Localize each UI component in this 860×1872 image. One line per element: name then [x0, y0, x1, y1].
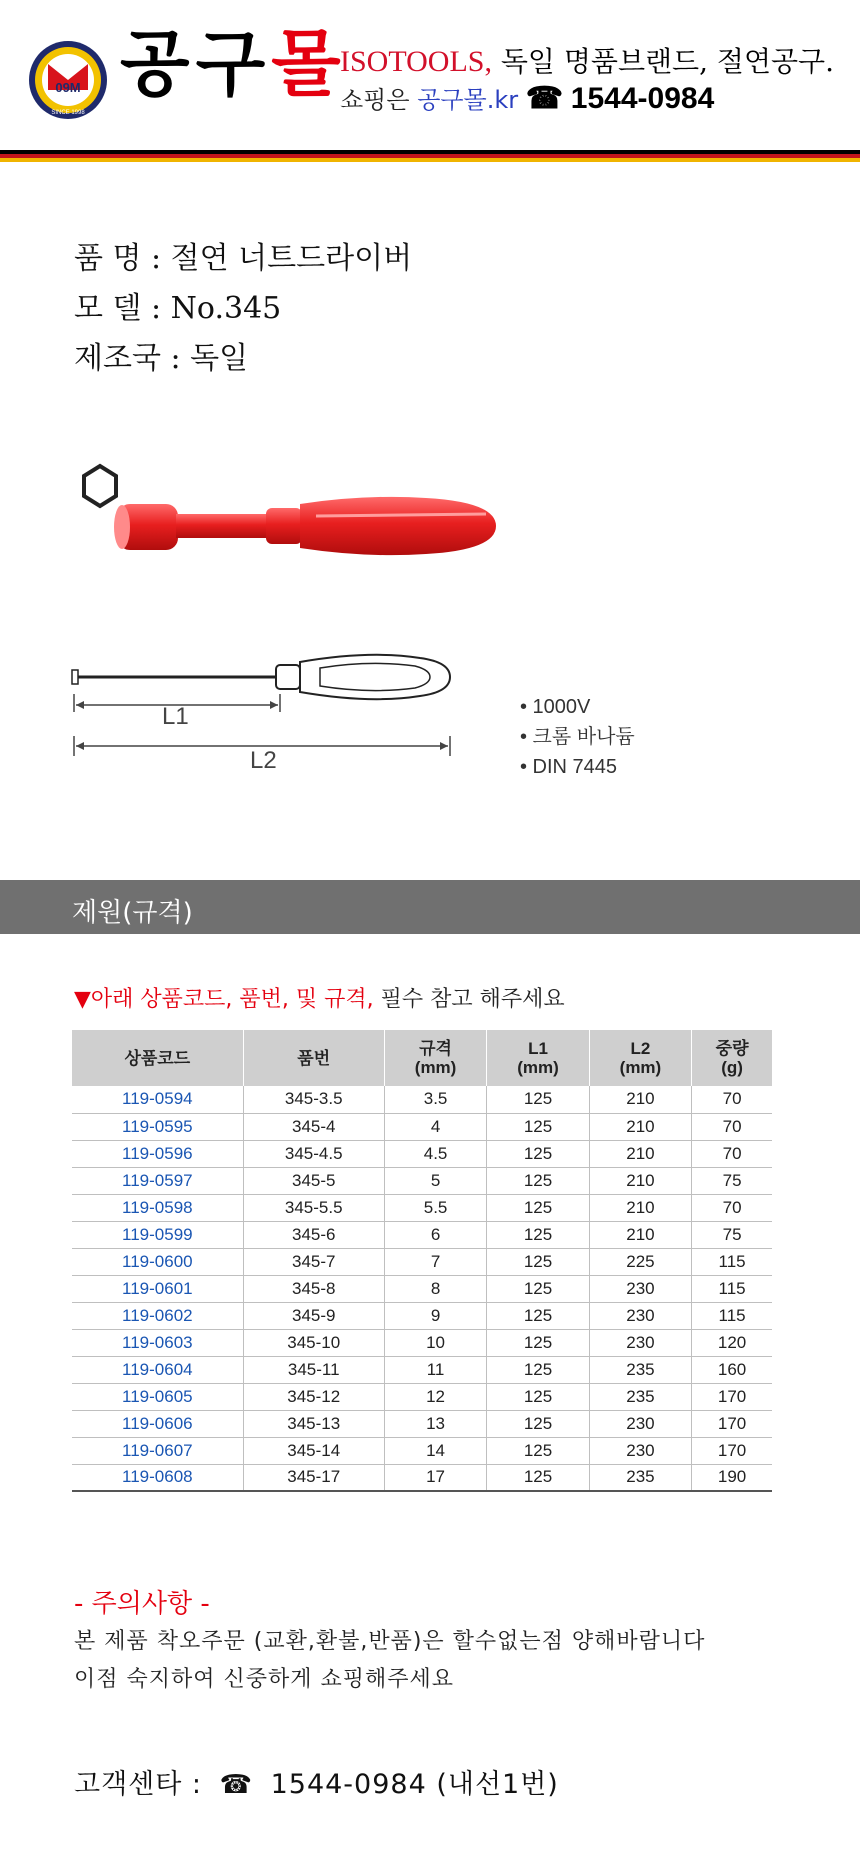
table-cell: 9 [384, 1302, 486, 1329]
table-header-cell: 규격 (mm) [384, 1030, 486, 1086]
table-cell: 210 [589, 1086, 691, 1113]
product-code-cell[interactable]: 119-0604 [72, 1356, 243, 1383]
product-code-cell[interactable]: 119-0603 [72, 1329, 243, 1356]
table-cell: 230 [589, 1437, 691, 1464]
table-cell: 75 [692, 1221, 772, 1248]
table-cell: 4 [384, 1113, 486, 1140]
table-cell: 345-11 [243, 1356, 384, 1383]
shop-line [340, 80, 714, 116]
customer-center [74, 1762, 559, 1801]
table-cell: 125 [487, 1113, 589, 1140]
dimension-diagram [70, 650, 470, 790]
table-row [72, 1167, 772, 1194]
table-cell: 125 [487, 1302, 589, 1329]
table-cell: 170 [692, 1437, 772, 1464]
table-row [72, 1113, 772, 1140]
phone-icon: ☎ [219, 1770, 253, 1800]
feature-item: • DIN 7445 [520, 756, 618, 778]
table-cell: 160 [692, 1356, 772, 1383]
product-code-cell[interactable]: 119-0597 [72, 1167, 243, 1194]
spec-table [72, 1030, 772, 1492]
table-cell: 235 [589, 1356, 691, 1383]
product-model: 모 델 : No.345 [74, 291, 282, 326]
table-cell: 7 [384, 1248, 486, 1275]
product-code-cell[interactable]: 119-0594 [72, 1086, 243, 1113]
feature-list [520, 692, 635, 782]
feature-item: • 1000V [520, 696, 591, 718]
product-code-cell[interactable]: 119-0606 [72, 1410, 243, 1437]
brand-char-2: 구 [195, 22, 272, 106]
table-cell: 12 [384, 1383, 486, 1410]
table-cell: 345-14 [243, 1437, 384, 1464]
table-header-cell: L1 (mm) [487, 1030, 589, 1086]
table-cell: 345-12 [243, 1383, 384, 1410]
table-cell: 210 [589, 1221, 691, 1248]
caution-line-2: 이점 숙지하여 신중하게 쇼핑해주세요 [74, 1667, 455, 1692]
table-cell: 115 [692, 1248, 772, 1275]
table-row [72, 1410, 772, 1437]
table-cell: 125 [487, 1275, 589, 1302]
table-cell: 230 [589, 1329, 691, 1356]
table-row [72, 1356, 772, 1383]
spec-section-header [0, 880, 860, 934]
product-code-cell[interactable]: 119-0601 [72, 1275, 243, 1302]
product-code-cell[interactable]: 119-0602 [72, 1302, 243, 1329]
l2-label: L2 [250, 747, 277, 774]
table-cell: 5 [384, 1167, 486, 1194]
brand-char-1: 공 [120, 22, 196, 106]
table-row [72, 1194, 772, 1221]
hex-socket-icon [84, 466, 116, 506]
table-cell: 345-4 [243, 1113, 384, 1140]
table-row [72, 1464, 772, 1491]
table-cell: 120 [692, 1329, 772, 1356]
table-cell: 4.5 [384, 1140, 486, 1167]
table-cell: 345-7 [243, 1248, 384, 1275]
table-cell: 125 [487, 1167, 589, 1194]
table-cell: 115 [692, 1275, 772, 1302]
shop-site-link[interactable]: 공구몰.kr [417, 86, 519, 114]
table-cell: 125 [487, 1194, 589, 1221]
logo-text: 09M [55, 80, 81, 95]
table-cell: 345-6 [243, 1221, 384, 1248]
l1-label: L1 [162, 703, 189, 730]
table-cell: 125 [487, 1329, 589, 1356]
table-cell: 210 [589, 1113, 691, 1140]
table-header-cell: 품번 [243, 1030, 384, 1086]
header-stripe [0, 150, 860, 162]
product-code-cell[interactable]: 119-0598 [72, 1194, 243, 1221]
header-phone: 1544-0984 [570, 82, 715, 115]
customer-phone[interactable]: 1544-0984 (내선1번) [270, 1769, 559, 1800]
table-cell: 13 [384, 1410, 486, 1437]
table-cell: 190 [692, 1464, 772, 1491]
caution-line-1: 본 제품 착오주문 (교환,환불,반품)은 할수없는점 양해바람니다 [74, 1629, 706, 1654]
table-cell: 10 [384, 1329, 486, 1356]
product-code-cell[interactable]: 119-0595 [72, 1113, 243, 1140]
feature-item: • 크롬 바나듐 [520, 726, 635, 748]
section-title: 제원(규격) [72, 898, 193, 928]
table-cell: 125 [487, 1383, 589, 1410]
table-cell: 170 [692, 1410, 772, 1437]
table-cell: 125 [487, 1356, 589, 1383]
brand-char-3: 몰 [271, 22, 347, 106]
product-code-cell[interactable]: 119-0608 [72, 1464, 243, 1491]
table-cell: 230 [589, 1410, 691, 1437]
notice-highlight: 상품코드, 품번, 및 규격, [140, 987, 374, 1012]
table-header-cell: 상품코드 [72, 1030, 243, 1086]
table-cell: 225 [589, 1248, 691, 1275]
product-code-cell[interactable]: 119-0605 [72, 1383, 243, 1410]
notice-suffix: 필수 참고 해주세요 [373, 987, 565, 1012]
table-cell: 170 [692, 1383, 772, 1410]
table-cell: 75 [692, 1167, 772, 1194]
table-cell: 125 [487, 1248, 589, 1275]
tagline-brand: ISOTOOLS, [340, 45, 492, 78]
table-cell: 5.5 [384, 1194, 486, 1221]
table-row [72, 1383, 772, 1410]
table-row [72, 1221, 772, 1248]
product-image [66, 446, 506, 566]
product-code-cell[interactable]: 119-0607 [72, 1437, 243, 1464]
table-cell: 345-5.5 [243, 1194, 384, 1221]
table-cell: 125 [487, 1437, 589, 1464]
logo-ring-text: SINCE 1998 [51, 110, 85, 116]
table-cell: 8 [384, 1275, 486, 1302]
table-row [72, 1275, 772, 1302]
table-row [72, 1302, 772, 1329]
brand-logo[interactable] [28, 40, 108, 120]
brand-name[interactable] [120, 22, 347, 106]
table-cell: 70 [692, 1113, 772, 1140]
product-code-cell[interactable]: 119-0596 [72, 1140, 243, 1167]
table-cell: 210 [589, 1194, 691, 1221]
product-origin: 제조국 : 독일 [74, 341, 249, 376]
table-header-row [72, 1030, 772, 1086]
phone-icon: ☎ [525, 82, 564, 115]
table-cell: 345-17 [243, 1464, 384, 1491]
table-cell: 125 [487, 1140, 589, 1167]
table-cell: 17 [384, 1464, 486, 1491]
tagline [340, 40, 834, 80]
table-cell: 14 [384, 1437, 486, 1464]
table-cell: 210 [589, 1140, 691, 1167]
table-cell: 345-5 [243, 1167, 384, 1194]
product-name: 품 명 : 절연 너트드라이버 [74, 241, 413, 276]
table-cell: 345-3.5 [243, 1086, 384, 1113]
table-cell: 70 [692, 1086, 772, 1113]
table-row [72, 1248, 772, 1275]
table-cell: 210 [589, 1167, 691, 1194]
site-header [0, 0, 860, 150]
table-cell: 345-13 [243, 1410, 384, 1437]
table-header-cell: L2 (mm) [589, 1030, 691, 1086]
table-cell: 125 [487, 1410, 589, 1437]
table-header-cell: 중량 (g) [692, 1030, 772, 1086]
table-cell: 345-4.5 [243, 1140, 384, 1167]
customer-label: 고객센타 : [74, 1769, 203, 1800]
shop-prefix: 쇼핑은 [340, 86, 418, 114]
table-cell: 11 [384, 1356, 486, 1383]
product-code-cell[interactable]: 119-0600 [72, 1248, 243, 1275]
table-cell: 6 [384, 1221, 486, 1248]
table-row [72, 1329, 772, 1356]
table-cell: 230 [589, 1302, 691, 1329]
notice-prefix: ▼아래 [74, 987, 141, 1012]
table-cell: 125 [487, 1464, 589, 1491]
table-cell: 235 [589, 1383, 691, 1410]
table-cell: 345-10 [243, 1329, 384, 1356]
table-cell: 3.5 [384, 1086, 486, 1113]
table-cell: 115 [692, 1302, 772, 1329]
table-cell: 345-8 [243, 1275, 384, 1302]
table-cell: 230 [589, 1275, 691, 1302]
order-notice [74, 982, 565, 1013]
table-row [72, 1437, 772, 1464]
tagline-rest: 독일 명품브랜드, 절연공구. [491, 45, 834, 78]
table-cell: 125 [487, 1221, 589, 1248]
table-cell: 345-9 [243, 1302, 384, 1329]
table-cell: 235 [589, 1464, 691, 1491]
table-cell: 70 [692, 1194, 772, 1221]
product-code-cell[interactable]: 119-0599 [72, 1221, 243, 1248]
caution-title: - 주의사항 - [74, 1589, 210, 1619]
table-row [72, 1086, 772, 1113]
table-row [72, 1140, 772, 1167]
product-info [74, 234, 412, 384]
table-cell: 70 [692, 1140, 772, 1167]
table-cell: 125 [487, 1086, 589, 1113]
